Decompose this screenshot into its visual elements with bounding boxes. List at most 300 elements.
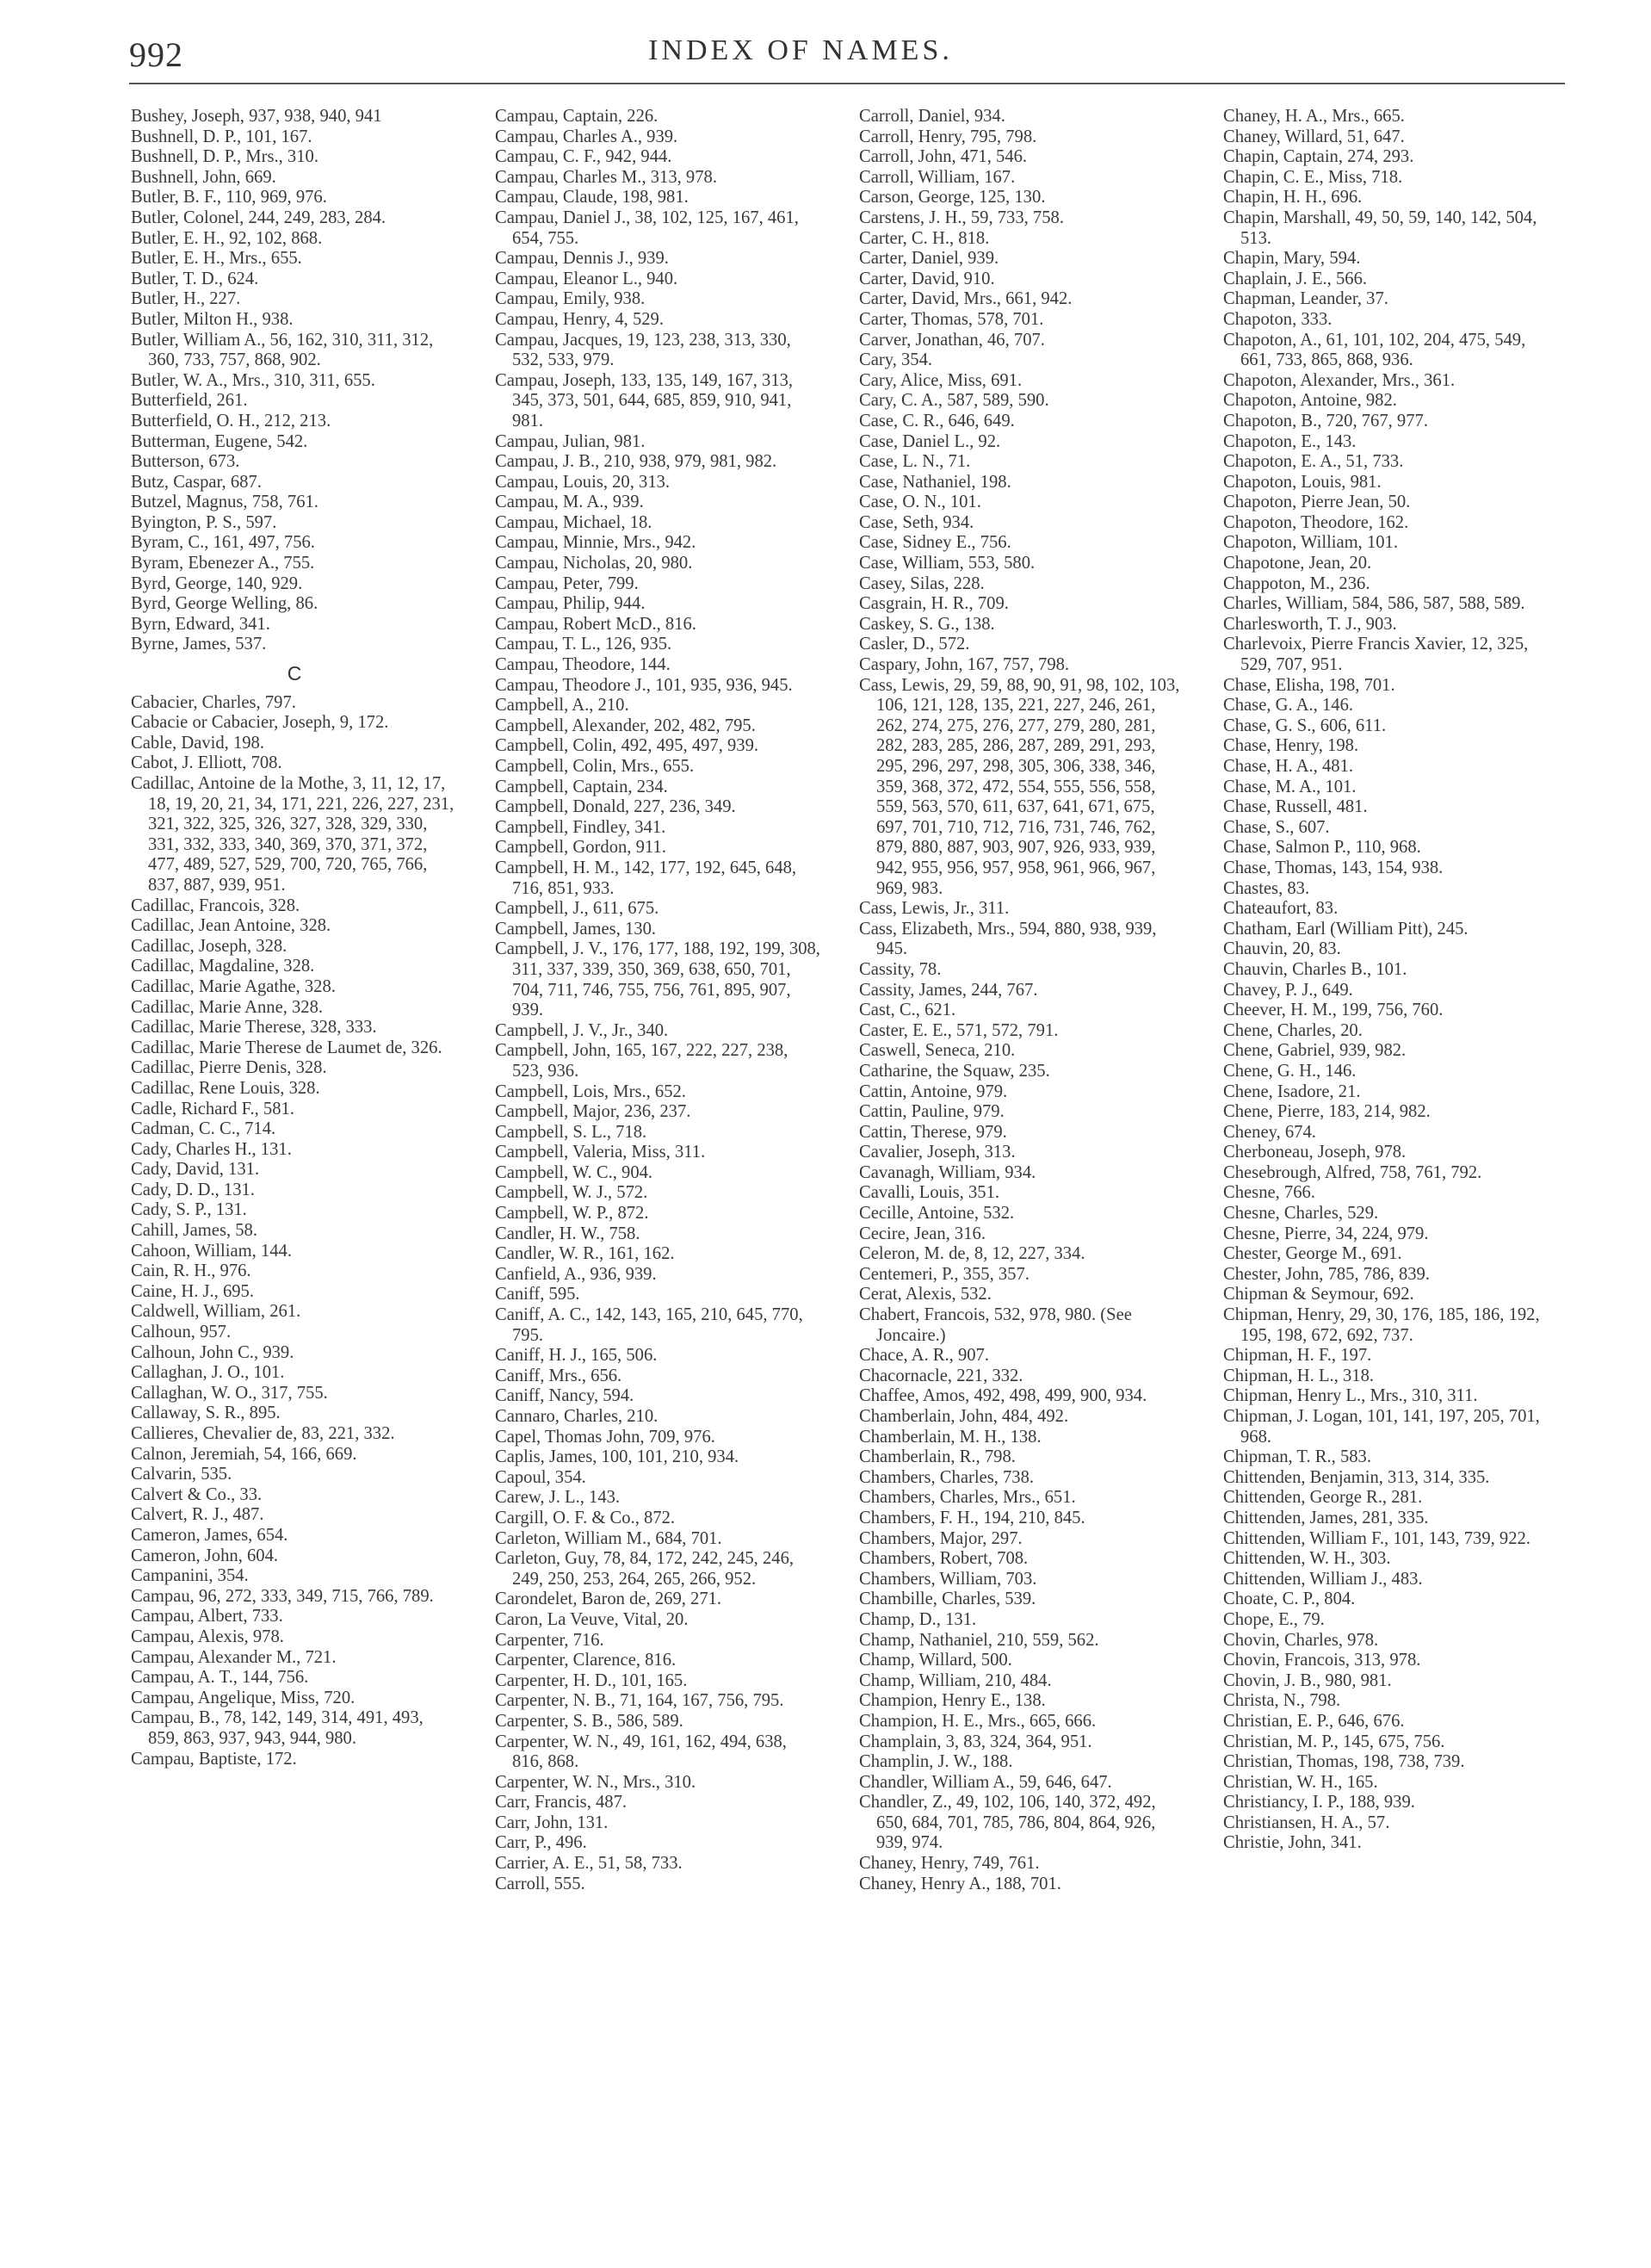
index-entry: Chambers, William, 703.: [859, 1569, 1037, 1589]
index-entry: Chapoton, Pierre Jean, 50.: [1223, 493, 1411, 512]
index-entry: Champ, Willard, 500.: [859, 1651, 1012, 1670]
index-entry: Campau, Michael, 18.: [495, 512, 652, 532]
index-entry: Butler, H., 227.: [131, 289, 241, 309]
index-entry: Chene, Gabriel, 939, 982.: [1223, 1041, 1407, 1061]
index-entry: Candler, W. R., 161, 162.: [495, 1244, 675, 1264]
index-entry: Carroll, William, 167.: [859, 167, 1016, 187]
index-entry: Champ, Nathaniel, 210, 559, 562.: [859, 1630, 1099, 1650]
index-entry: Cattin, Pauline, 979.: [859, 1102, 1005, 1122]
index-entry: Campbell, James, 130.: [495, 919, 657, 939]
index-entry: Chandler, Z., 49, 102, 106, 140, 372, 492, 650, 684, 701, 785, 786, 804, 864, 926, 939, 974.: [859, 1793, 1156, 1853]
index-entry: Chauvin, 20, 83.: [1223, 939, 1341, 959]
index-entry: Choate, C. P., 804.: [1223, 1589, 1356, 1609]
index-entry: Campau, Captain, 226.: [495, 107, 659, 126]
index-entry: Cabacier, Charles, 797.: [131, 692, 296, 712]
index-entry: Campau, Charles A., 939.: [495, 127, 678, 146]
index-entry: Case, William, 553, 580.: [859, 554, 1036, 573]
index-entry: Campau, Charles M., 313, 978.: [495, 167, 717, 187]
index-entry: Carpenter, S. B., 586, 589.: [495, 1711, 683, 1731]
index-entry: Campau, A. T., 144, 756.: [131, 1668, 309, 1688]
index-entry: Chastes, 83.: [1223, 878, 1310, 898]
index-entry: Cheney, 674.: [1223, 1122, 1316, 1142]
index-entry: Bushnell, D. P., 101, 167.: [131, 127, 312, 146]
index-entry: Chapin, H. H., 696.: [1223, 188, 1363, 208]
index-entry: Chapoton, E. A., 51, 733.: [1223, 452, 1404, 472]
index-entry: Chase, S., 607.: [1223, 817, 1330, 837]
index-entry: Campau, Robert McD., 816.: [495, 614, 696, 634]
index-entry: Bushnell, D. P., Mrs., 310.: [131, 147, 318, 167]
index-entry: Campbell, Colin, 492, 495, 497, 939.: [495, 736, 759, 756]
index-entry: Christian, M. P., 145, 675, 756.: [1223, 1732, 1445, 1751]
index-entry: Campau, J. B., 210, 938, 979, 981, 982.: [495, 452, 777, 472]
index-entry: Chamberlain, M. H., 138.: [859, 1427, 1042, 1447]
index-entry: Butler, B. F., 110, 969, 976.: [131, 188, 327, 208]
index-entry: Chapoton, E., 143.: [1223, 431, 1357, 451]
index-entry: Carter, David, 910.: [859, 269, 995, 288]
index-entry: Carew, J. L., 143.: [495, 1488, 621, 1508]
index-entry: Campau, B., 78, 142, 149, 314, 491, 493, 859, 863, 937, 943, 944, 980.: [131, 1708, 424, 1748]
index-entry: Campau, Philip, 944.: [495, 594, 646, 614]
index-entry: Campau, Louis, 20, 313.: [495, 472, 671, 492]
index-entry: Chavey, P. J., 649.: [1223, 980, 1353, 1000]
index-entry: Bushnell, John, 669.: [131, 167, 276, 187]
index-entry: Capel, Thomas John, 709, 976.: [495, 1427, 715, 1447]
index-entry: Chase, G. S., 606, 611.: [1223, 716, 1387, 735]
index-entry: Cavalier, Joseph, 313.: [859, 1143, 1016, 1162]
index-entry: Campau, Daniel J., 38, 102, 125, 167, 461, 654, 755.: [495, 208, 799, 248]
index-entry: Campbell, Gordon, 911.: [495, 838, 666, 858]
index-entry: Butterman, Eugene, 542.: [131, 431, 308, 451]
index-entry: Chaplain, J. E., 566.: [1223, 269, 1368, 288]
index-entry: Chapoton, 333.: [1223, 309, 1333, 329]
index-entry: Cavanagh, William, 934.: [859, 1162, 1036, 1182]
index-entry: Campau, Angelique, Miss, 720.: [131, 1688, 356, 1707]
index-entry: Byrn, Edward, 341.: [131, 614, 270, 634]
index-entry: Capoul, 354.: [495, 1467, 586, 1487]
index-entry: Chamberlain, R., 798.: [859, 1447, 1016, 1467]
index-entry: Chovin, J. B., 980, 981.: [1223, 1670, 1392, 1690]
index-entry: Cahoon, William, 144.: [131, 1241, 292, 1261]
index-entry: Carr, John, 131.: [495, 1813, 609, 1832]
index-entry: Campau, T. L., 126, 935.: [495, 635, 672, 654]
index-entry: Butterson, 673.: [131, 452, 240, 472]
index-entry: Caspary, John, 167, 757, 798.: [859, 655, 1070, 675]
index-entry: Chipman, T. R., 583.: [1223, 1447, 1371, 1467]
index-entry: Cady, S. P., 131.: [131, 1200, 247, 1220]
index-entry: Chambers, Major, 297.: [859, 1528, 1023, 1548]
index-entry: Butler, William A., 56, 162, 310, 311, 312, 360, 733, 757, 868, 902.: [131, 330, 434, 370]
index-entry: Chipman, J. Logan, 101, 141, 197, 205, 701, 968.: [1223, 1407, 1540, 1447]
index-entry: Christian, E. P., 646, 676.: [1223, 1711, 1405, 1731]
index-entry: Cameron, James, 654.: [131, 1525, 288, 1545]
index-entry: Chase, M. A., 101.: [1223, 777, 1357, 796]
index-entry: Campau, C. F., 942, 944.: [495, 147, 672, 167]
index-entry: Campau, Julian, 981.: [495, 431, 646, 451]
index-entry: Cadillac, Rene Louis, 328.: [131, 1078, 320, 1098]
index-entry: Cerat, Alexis, 532.: [859, 1285, 992, 1304]
index-entry: Carroll, John, 471, 546.: [859, 147, 1028, 167]
index-entry: Cadillac, Pierre Denis, 328.: [131, 1058, 327, 1078]
index-entry: Cain, R. H., 976.: [131, 1261, 251, 1281]
index-entry: Calnon, Jeremiah, 54, 166, 669.: [131, 1444, 357, 1464]
index-entry: Christa, N., 798.: [1223, 1691, 1341, 1711]
index-entry: Chittenden, Benjamin, 313, 314, 335.: [1223, 1467, 1490, 1487]
index-entry: Casgrain, H. R., 709.: [859, 594, 1009, 614]
index-entry: Chapin, C. E., Miss, 718.: [1223, 167, 1403, 187]
index-entry: Carter, Daniel, 939.: [859, 249, 999, 269]
index-entry: Chapoton, William, 101.: [1223, 533, 1399, 553]
index-entry: Case, Seth, 934.: [859, 512, 974, 532]
index-entry: Campau, Henry, 4, 529.: [495, 309, 664, 329]
index-entry: Campau, Theodore J., 101, 935, 936, 945.: [495, 675, 793, 695]
index-entry: Chene, Charles, 20.: [1223, 1020, 1363, 1040]
index-entry: Casey, Silas, 228.: [859, 573, 985, 593]
index-entry: Callaway, S. R., 895.: [131, 1404, 281, 1423]
index-entry: Chovin, Francois, 313, 978.: [1223, 1651, 1421, 1670]
index-entry: Carpenter, H. D., 101, 165.: [495, 1670, 688, 1690]
index-entry: Cadillac, Francois, 328.: [131, 895, 300, 915]
index-entry: Campbell, Lois, Mrs., 652.: [495, 1081, 686, 1101]
index-entry: Byram, C., 161, 497, 756.: [131, 533, 315, 553]
index-entry: Calvarin, 535.: [131, 1465, 232, 1484]
index-entry: Chambille, Charles, 539.: [859, 1589, 1036, 1609]
index-entry: Byrd, George Welling, 86.: [131, 594, 318, 614]
index-entry: Chacornacle, 221, 332.: [859, 1366, 1023, 1385]
index-entry: Chapoton, Louis, 981.: [1223, 472, 1382, 492]
index-entry: Cadman, C. C., 714.: [131, 1119, 276, 1139]
index-entry: Carroll, Daniel, 934.: [859, 107, 1005, 126]
index-entry: Carstens, J. H., 59, 733, 758.: [859, 208, 1064, 227]
index-entry: Chesne, Pierre, 34, 224, 979.: [1223, 1224, 1429, 1243]
index-entry: Cadillac, Magdaline, 328.: [131, 957, 315, 976]
index-entry: Campau, Emily, 938.: [495, 289, 646, 309]
index-entry: Chittenden, W. H., 303.: [1223, 1549, 1391, 1569]
index-entry: Chene, G. H., 146.: [1223, 1061, 1357, 1081]
index-entry: Caswell, Seneca, 210.: [859, 1041, 1016, 1061]
index-entry: Chabert, Francois, 532, 978, 980. (See Joncaire.): [859, 1305, 1132, 1345]
index-entry: Campau, M. A., 939.: [495, 493, 644, 512]
index-entry: Casler, D., 572.: [859, 635, 970, 654]
index-entry: Campbell, Major, 236, 237.: [495, 1102, 691, 1122]
index-entry: Carson, George, 125, 130.: [859, 188, 1046, 208]
index-entry: Chase, Thomas, 143, 154, 938.: [1223, 858, 1444, 877]
index-entry: Campau, Theodore, 144.: [495, 655, 671, 675]
index-entry: Callaghan, W. O., 317, 755.: [131, 1383, 328, 1403]
index-entry: Centemeri, P., 355, 357.: [859, 1264, 1030, 1284]
index-entry: Butzel, Magnus, 758, 761.: [131, 493, 318, 512]
index-entry: Case, C. R., 646, 649.: [859, 411, 1015, 431]
index-entry: Campbell, S. L., 718.: [495, 1122, 647, 1142]
index-entry: Campbell, Captain, 234.: [495, 777, 668, 796]
index-entry: Chandler, William A., 59, 646, 647.: [859, 1772, 1112, 1792]
index-entry: Chapman, Leander, 37.: [1223, 289, 1388, 309]
index-entry: Cassity, James, 244, 767.: [859, 980, 1038, 1000]
index-entry: Callaghan, J. O., 101.: [131, 1363, 285, 1383]
index-entry: Charles, William, 584, 586, 587, 588, 589.: [1223, 594, 1525, 614]
index-entry: Carter, Thomas, 578, 701.: [859, 309, 1044, 329]
index-entry: Chittenden, George R., 281.: [1223, 1488, 1423, 1508]
index-entry: Chapoton, Theodore, 162.: [1223, 512, 1409, 532]
index-entry: Cannaro, Charles, 210.: [495, 1407, 659, 1426]
index-entry: Chambers, Charles, Mrs., 651.: [859, 1488, 1076, 1508]
index-entry: Calhoun, 957.: [131, 1323, 232, 1342]
index-entry: Case, L. N., 71.: [859, 452, 971, 472]
index-entry: Carr, P., 496.: [495, 1833, 587, 1853]
index-entry: Campbell, J. V., Jr., 340.: [495, 1020, 669, 1040]
index-entry: Christian, Thomas, 198, 738, 739.: [1223, 1752, 1465, 1772]
index-entry: Chene, Isadore, 21.: [1223, 1081, 1361, 1101]
index-entry: Campbell, Alexander, 202, 482, 795.: [495, 716, 756, 735]
index-entry: Campau, Eleanor L., 940.: [495, 269, 678, 288]
index-entry: Cavalli, Louis, 351.: [859, 1183, 1000, 1203]
index-entry: Campbell, H. M., 142, 177, 192, 645, 648, 716, 851, 933.: [495, 858, 797, 898]
index-entry: Chittenden, James, 281, 335.: [1223, 1508, 1429, 1527]
index-entry: Champ, William, 210, 484.: [859, 1670, 1052, 1690]
index-entry: Cheever, H. M., 199, 756, 760.: [1223, 1001, 1444, 1020]
index-entry: Carpenter, N. B., 71, 164, 167, 756, 795.: [495, 1691, 784, 1711]
index-entry: Chase, H. A., 481.: [1223, 757, 1354, 776]
index-entry: Callieres, Chevalier de, 83, 221, 332.: [131, 1424, 395, 1443]
index-entry: Chatham, Earl (William Pitt), 245.: [1223, 919, 1469, 939]
index-entry: Cadillac, Marie Anne, 328.: [131, 997, 324, 1017]
index-entry: Cady, D. D., 131.: [131, 1180, 255, 1199]
index-entry: Champlin, J. W., 188.: [859, 1752, 1013, 1772]
index-entry: Chase, Salmon P., 110, 968.: [1223, 838, 1421, 858]
index-entry: Candler, H. W., 758.: [495, 1224, 640, 1243]
index-column-2: [495, 107, 822, 1894]
index-entry: Carter, David, Mrs., 661, 942.: [859, 289, 1073, 309]
index-entry: Chene, Pierre, 183, 214, 982.: [1223, 1102, 1431, 1122]
index-entry: Campbell, Donald, 227, 236, 349.: [495, 797, 736, 817]
index-entry: Case, Sidney E., 756.: [859, 533, 1011, 553]
index-entry: Carr, Francis, 487.: [495, 1793, 628, 1813]
index-entry: Cahill, James, 58.: [131, 1221, 258, 1241]
index-entry: Chase, Henry, 198.: [1223, 736, 1359, 756]
index-entry: Carleton, Guy, 78, 84, 172, 242, 245, 246, 249, 250, 253, 264, 265, 266, 952.: [495, 1549, 795, 1589]
index-entry: Chapoton, B., 720, 767, 977.: [1223, 411, 1428, 431]
index-entry: Calvert & Co., 33.: [131, 1484, 263, 1504]
index-entry: Campau, Claude, 198, 981.: [495, 188, 689, 208]
index-entry: Chaffee, Amos, 492, 498, 499, 900, 934.: [859, 1386, 1147, 1406]
index-entry: Cattin, Antoine, 979.: [859, 1081, 1008, 1101]
index-entry: Cadillac, Marie Agathe, 328.: [131, 976, 336, 996]
index-entry: Chaney, H. A., Mrs., 665.: [1223, 107, 1405, 126]
index-entry: Cary, Alice, Miss, 691.: [859, 370, 1023, 390]
index-entry: Carpenter, 716.: [495, 1630, 604, 1650]
index-entry: Cabot, J. Elliott, 708.: [131, 753, 282, 773]
index-entry: Caine, H. J., 695.: [131, 1281, 254, 1301]
index-entry: Butz, Caspar, 687.: [131, 472, 262, 492]
index-entry: Cattin, Therese, 979.: [859, 1122, 1007, 1142]
index-entry: Case, Nathaniel, 198.: [859, 472, 1011, 492]
index-entry: Celeron, M. de, 8, 12, 227, 334.: [859, 1244, 1085, 1264]
index-entry: Caniff, Nancy, 594.: [495, 1386, 634, 1406]
index-entry: Champ, D., 131.: [859, 1609, 977, 1629]
index-entry: Caskey, S. G., 138.: [859, 614, 995, 634]
index-entry: Butler, E. H., Mrs., 655.: [131, 249, 302, 269]
index-entry: Cameron, John, 604.: [131, 1546, 279, 1565]
index-entry: Cadillac, Marie Therese de Laumet de, 326.: [131, 1038, 442, 1057]
index-entry: Chope, E., 79.: [1223, 1609, 1325, 1629]
index-column-1: [131, 107, 458, 1769]
index-entry: Christian, W. H., 165.: [1223, 1772, 1378, 1792]
index-entry: Cady, David, 131.: [131, 1160, 260, 1180]
index-entry: Butler, W. A., Mrs., 310, 311, 655.: [131, 370, 375, 390]
index-entry: Chester, George M., 691.: [1223, 1244, 1402, 1264]
index-entry: Campbell, W. C., 904.: [495, 1162, 653, 1182]
index-entry: Butler, Milton H., 938.: [131, 309, 294, 329]
index-entry: Charlevoix, Pierre Francis Xavier, 12, 325, 529, 707, 951.: [1223, 635, 1529, 675]
index-entry: Bushey, Joseph, 937, 938, 940, 941: [131, 107, 382, 126]
index-entry: Chesne, 766.: [1223, 1183, 1315, 1203]
index-entry: Chateaufort, 83.: [1223, 899, 1339, 919]
section-letter: C: [287, 662, 302, 685]
index-entry: Caron, La Veuve, Vital, 20.: [495, 1609, 689, 1629]
index-entry: Chester, John, 785, 786, 839.: [1223, 1264, 1430, 1284]
index-entry: Chipman, Henry, 29, 30, 176, 185, 186, 192, 195, 198, 672, 692, 737.: [1223, 1305, 1540, 1345]
index-entry: Chittenden, William J., 483.: [1223, 1569, 1423, 1589]
index-entry: Cast, C., 621.: [859, 1001, 956, 1020]
index-entry: Carondelet, Baron de, 269, 271.: [495, 1589, 722, 1609]
index-entry: Campau, Jacques, 19, 123, 238, 313, 330, 532, 533, 979.: [495, 330, 791, 370]
index-entry: Cary, 354.: [859, 350, 933, 370]
index-entry: Calvert, R. J., 487.: [131, 1505, 264, 1525]
index-entry: Cassity, 78.: [859, 959, 942, 979]
index-entry: Campau, Alexis, 978.: [131, 1627, 284, 1646]
index-entry: Canfield, A., 936, 939.: [495, 1264, 657, 1284]
index-entry: Caniff, A. C., 142, 143, 165, 210, 645, 770, 795.: [495, 1305, 803, 1345]
index-entry: Byrne, James, 537.: [131, 635, 267, 654]
index-entry: Cargill, O. F. & Co., 872.: [495, 1508, 676, 1527]
index-entry: Chipman, Henry L., Mrs., 310, 311.: [1223, 1386, 1478, 1406]
index-entry: Chase, G. A., 146.: [1223, 696, 1354, 716]
index-entry: Cecire, Jean, 316.: [859, 1224, 986, 1243]
index-entry: Christiancy, I. P., 188, 939.: [1223, 1793, 1415, 1813]
index-entry: Chapin, Captain, 274, 293.: [1223, 147, 1414, 167]
page-title: INDEX OF NAMES.: [648, 34, 953, 66]
index-entry: Byington, P. S., 597.: [131, 512, 277, 532]
index-entry: Caplis, James, 100, 101, 210, 934.: [495, 1447, 739, 1467]
index-entry: Campbell, Findley, 341.: [495, 817, 666, 837]
index-entry: Chapotone, Jean, 20.: [1223, 554, 1372, 573]
index-entry: Butterfield, O. H., 212, 213.: [131, 411, 331, 431]
index-entry: Cecille, Antoine, 532.: [859, 1204, 1015, 1224]
index-entry: Cary, C. A., 587, 589, 590.: [859, 391, 1049, 411]
index-entry: Cass, Lewis, Jr., 311.: [859, 899, 1010, 919]
index-entry: Carrier, A. E., 51, 58, 733.: [495, 1854, 683, 1874]
index-entry: Carpenter, Clarence, 816.: [495, 1651, 677, 1670]
page-number: 992: [129, 35, 183, 74]
index-entry: Butler, T. D., 624.: [131, 269, 259, 288]
index-column-3: [859, 107, 1186, 1894]
index-entry: Butler, Colonel, 244, 249, 283, 284.: [131, 208, 386, 227]
index-entry: Carter, C. H., 818.: [859, 228, 990, 248]
index-entry: Chambers, F. H., 194, 210, 845.: [859, 1508, 1085, 1527]
index-entry: Cable, David, 198.: [131, 733, 264, 753]
index-entry: Carroll, 555.: [495, 1874, 585, 1893]
index-entry: Chase, Russell, 481.: [1223, 797, 1368, 817]
index-entry: Cadillac, Jean Antoine, 328.: [131, 916, 331, 936]
index-entry: Caniff, H. J., 165, 506.: [495, 1346, 658, 1366]
index-entry: Chamberlain, John, 484, 492.: [859, 1407, 1069, 1426]
index-entry: Campbell, J. V., 176, 177, 188, 192, 199, 308, 311, 337, 339, 350, 369, 638, 650, 701, 704, 711, 746, 755, 756, 761, 895, 907, 939.: [495, 939, 820, 1020]
index-entry: Cabacie or Cabacier, Joseph, 9, 172.: [131, 713, 389, 733]
index-entry: Cadillac, Marie Therese, 328, 333.: [131, 1018, 377, 1038]
index-entry: Butterfield, 261.: [131, 391, 248, 411]
index-entry: Champion, Henry E., 138.: [859, 1691, 1046, 1711]
index-entry: Caniff, Mrs., 656.: [495, 1366, 622, 1385]
index-entry: Cass, Lewis, 29, 59, 88, 90, 91, 98, 102, 103, 106, 121, 128, 135, 221, 227, 246, 261, 262, 274, 275, 276, 277, 279, 280, 281, 282, 283, 285, 286, 287, 289, 291, 293, 295, 296, 297, 298, 305, 306, 338, 346, 359, 368, 372, 472, 554, 555, 556, 558, 559, 563, 570, 611, 637, 641, 671, 675, 697, 701, 710, 712, 716, 731, 746, 762, 879, 880, 887, 903, 907, 926, 933, 939, 942, 955, 956, 957, 958, 961, 966, 967, 969, 983.: [859, 675, 1180, 898]
index-entry: Caldwell, William, 261.: [131, 1302, 301, 1322]
index-entry: Case, Daniel L., 92.: [859, 431, 1001, 451]
index-entry: Campau, Nicholas, 20, 980.: [495, 554, 693, 573]
index-entry: Cherboneau, Joseph, 978.: [1223, 1143, 1407, 1162]
index-entry: Campanini, 354.: [131, 1566, 249, 1586]
index-entry: Byram, Ebenezer A., 755.: [131, 554, 315, 573]
index-entry: Campau, Joseph, 133, 135, 149, 167, 313, 345, 373, 501, 644, 685, 859, 910, 941, 981.: [495, 370, 794, 431]
index-entry: Cass, Elizabeth, Mrs., 594, 880, 938, 939, 945.: [859, 919, 1157, 959]
index-entry: Campau, Dennis J., 939.: [495, 249, 669, 269]
index-entry: Chapin, Marshall, 49, 50, 59, 140, 142, 504, 513.: [1223, 208, 1537, 248]
index-entry: Chase, Elisha, 198, 701.: [1223, 675, 1395, 695]
index-entry: Chittenden, William F., 101, 143, 739, 922.: [1223, 1528, 1530, 1548]
index-entry: Chappoton, M., 236.: [1223, 573, 1370, 593]
index-entry: Campau, 96, 272, 333, 349, 715, 766, 789.: [131, 1586, 434, 1606]
index-entry: Caster, E. E., 571, 572, 791.: [859, 1020, 1059, 1040]
index-entry: Chaney, Henry, 749, 761.: [859, 1854, 1040, 1874]
index-entry: Chapoton, Alexander, Mrs., 361.: [1223, 370, 1456, 390]
index-entry: Cadle, Richard F., 581.: [131, 1099, 294, 1119]
index-entry: Chipman, H. L., 318.: [1223, 1366, 1375, 1385]
index-entry: Chauvin, Charles B., 101.: [1223, 959, 1407, 979]
index-entry: Carver, Jonathan, 46, 707.: [859, 330, 1045, 350]
header-rule: [129, 83, 1565, 84]
index-entry: Chipman & Seymour, 692.: [1223, 1285, 1414, 1304]
index-entry: Campau, Minnie, Mrs., 942.: [495, 533, 696, 553]
index-entry: Chaney, Willard, 51, 647.: [1223, 127, 1405, 146]
index-entry: Campbell, W. P., 872.: [495, 1204, 649, 1224]
index-entry: Christiansen, H. A., 57.: [1223, 1813, 1390, 1832]
index-entry: Byrd, George, 140, 929.: [131, 573, 303, 593]
index-entry: Chaney, Henry A., 188, 701.: [859, 1874, 1061, 1893]
index-entry: Calhoun, John C., 939.: [131, 1342, 294, 1362]
index-column-4: [1223, 107, 1550, 1854]
index-entry: Champlain, 3, 83, 324, 364, 951.: [859, 1732, 1092, 1751]
index-entry: Chipman, H. F., 197.: [1223, 1346, 1372, 1366]
index-entry: Carroll, Henry, 795, 798.: [859, 127, 1037, 146]
index-entry: Cadillac, Antoine de la Mothe, 3, 11, 12, 17, 18, 19, 20, 21, 34, 171, 221, 226, 227, 231, 321, 322, 325, 326, 327, 328, 329, 330, 331, 332, 333, 340, 369, 370, 371, 372, 477, 489, 527, 529, 700, 720, 765, 766, 837, 887, 939, 951.: [131, 774, 454, 895]
index-entry: Campbell, A., 210.: [495, 696, 629, 716]
index-entry: Chambers, Charles, 738.: [859, 1467, 1035, 1487]
index-entry: Catharine, the Squaw, 235.: [859, 1061, 1050, 1081]
index-entry: Campbell, W. J., 572.: [495, 1183, 648, 1203]
index-entry: Chapoton, A., 61, 101, 102, 204, 475, 549, 661, 733, 865, 868, 936.: [1223, 330, 1526, 370]
index-entry: Chapoton, Antoine, 982.: [1223, 391, 1397, 411]
index-entry: Charlesworth, T. J., 903.: [1223, 614, 1397, 634]
index-entry: Campbell, Valeria, Miss, 311.: [495, 1143, 706, 1162]
index-entry: Carleton, William M., 684, 701.: [495, 1528, 722, 1548]
index-entry: Carpenter, W. N., Mrs., 310.: [495, 1772, 696, 1792]
index-entry: Campbell, John, 165, 167, 222, 227, 238, 523, 936.: [495, 1041, 788, 1081]
index-entry: Cady, Charles H., 131.: [131, 1139, 292, 1159]
index-entry: Chesebrough, Alfred, 758, 761, 792.: [1223, 1162, 1482, 1182]
index-entry: Chapin, Mary, 594.: [1223, 249, 1361, 269]
index-entry: Christie, John, 341.: [1223, 1833, 1362, 1853]
index-entry: Campbell, J., 611, 675.: [495, 899, 659, 919]
index-entry: Chambers, Robert, 708.: [859, 1549, 1029, 1569]
index-entry: Butler, E. H., 92, 102, 868.: [131, 228, 323, 248]
index-entry: Campau, Albert, 733.: [131, 1607, 283, 1627]
